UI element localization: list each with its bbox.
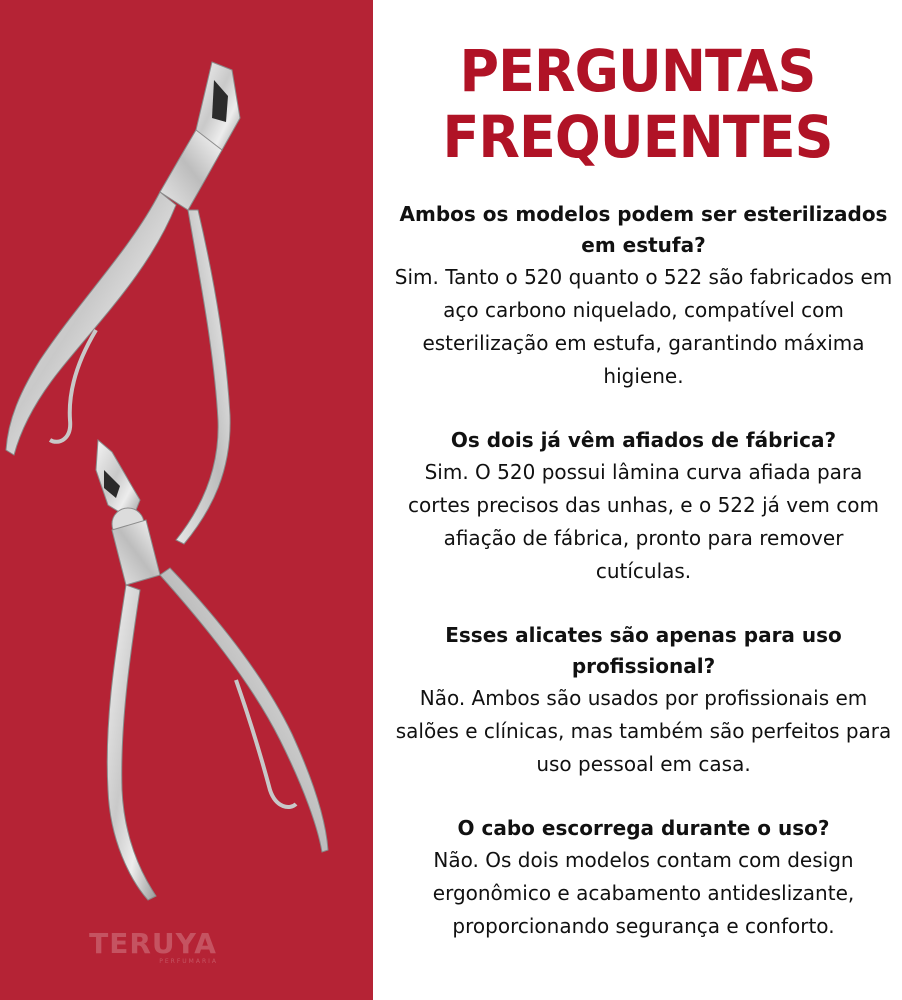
faq-item [393, 199, 894, 393]
faq-question: Os dois já vêm afiados de fábrica? [450, 428, 837, 452]
faq-answer: Sim. O 520 possui lâmina curva afiada para cortes precisos das unhas, e o 522 já vem com afiação de fábrica, pronto para remover cutículas. [408, 460, 879, 583]
title-line-2: FREQUENTES [442, 103, 833, 171]
faq-question: Ambos os modelos podem ser esterilizados em estufa? [399, 202, 888, 257]
page-title [392, 38, 884, 170]
product-image [0, 0, 373, 1000]
faq-item [393, 813, 894, 943]
faq-answer: Não. Ambos são usados por profissionais em salões e clínicas, mas também são perfeitos para uso pessoal em casa. [395, 686, 892, 776]
faq-answer: Não. Os dois modelos contam com design ergonômico e acabamento antideslizante, proporcionando segurança e conforto. [432, 848, 855, 938]
watermark-brand: TERUYA [89, 927, 217, 960]
watermark-sub: PERFUMARIA [159, 958, 218, 965]
faq-answer: Sim. Tanto o 520 quanto o 522 são fabricados em aço carbono niquelado, compatível com esterilização em estufa, garantindo máxima higiene. [394, 265, 893, 388]
faq-question: O cabo escorrega durante o uso? [457, 816, 830, 840]
faq-item [393, 620, 894, 781]
title-line-1: PERGUNTAS [459, 37, 816, 105]
cuticle-nipper-icon [96, 440, 328, 900]
faq-list [373, 199, 902, 943]
faq-item [393, 425, 894, 588]
faq-question: Esses alicates são apenas para uso profissional? [445, 623, 842, 678]
faq-panel [373, 0, 902, 1000]
left-image-panel [0, 0, 373, 1000]
brand-watermark [88, 928, 218, 965]
